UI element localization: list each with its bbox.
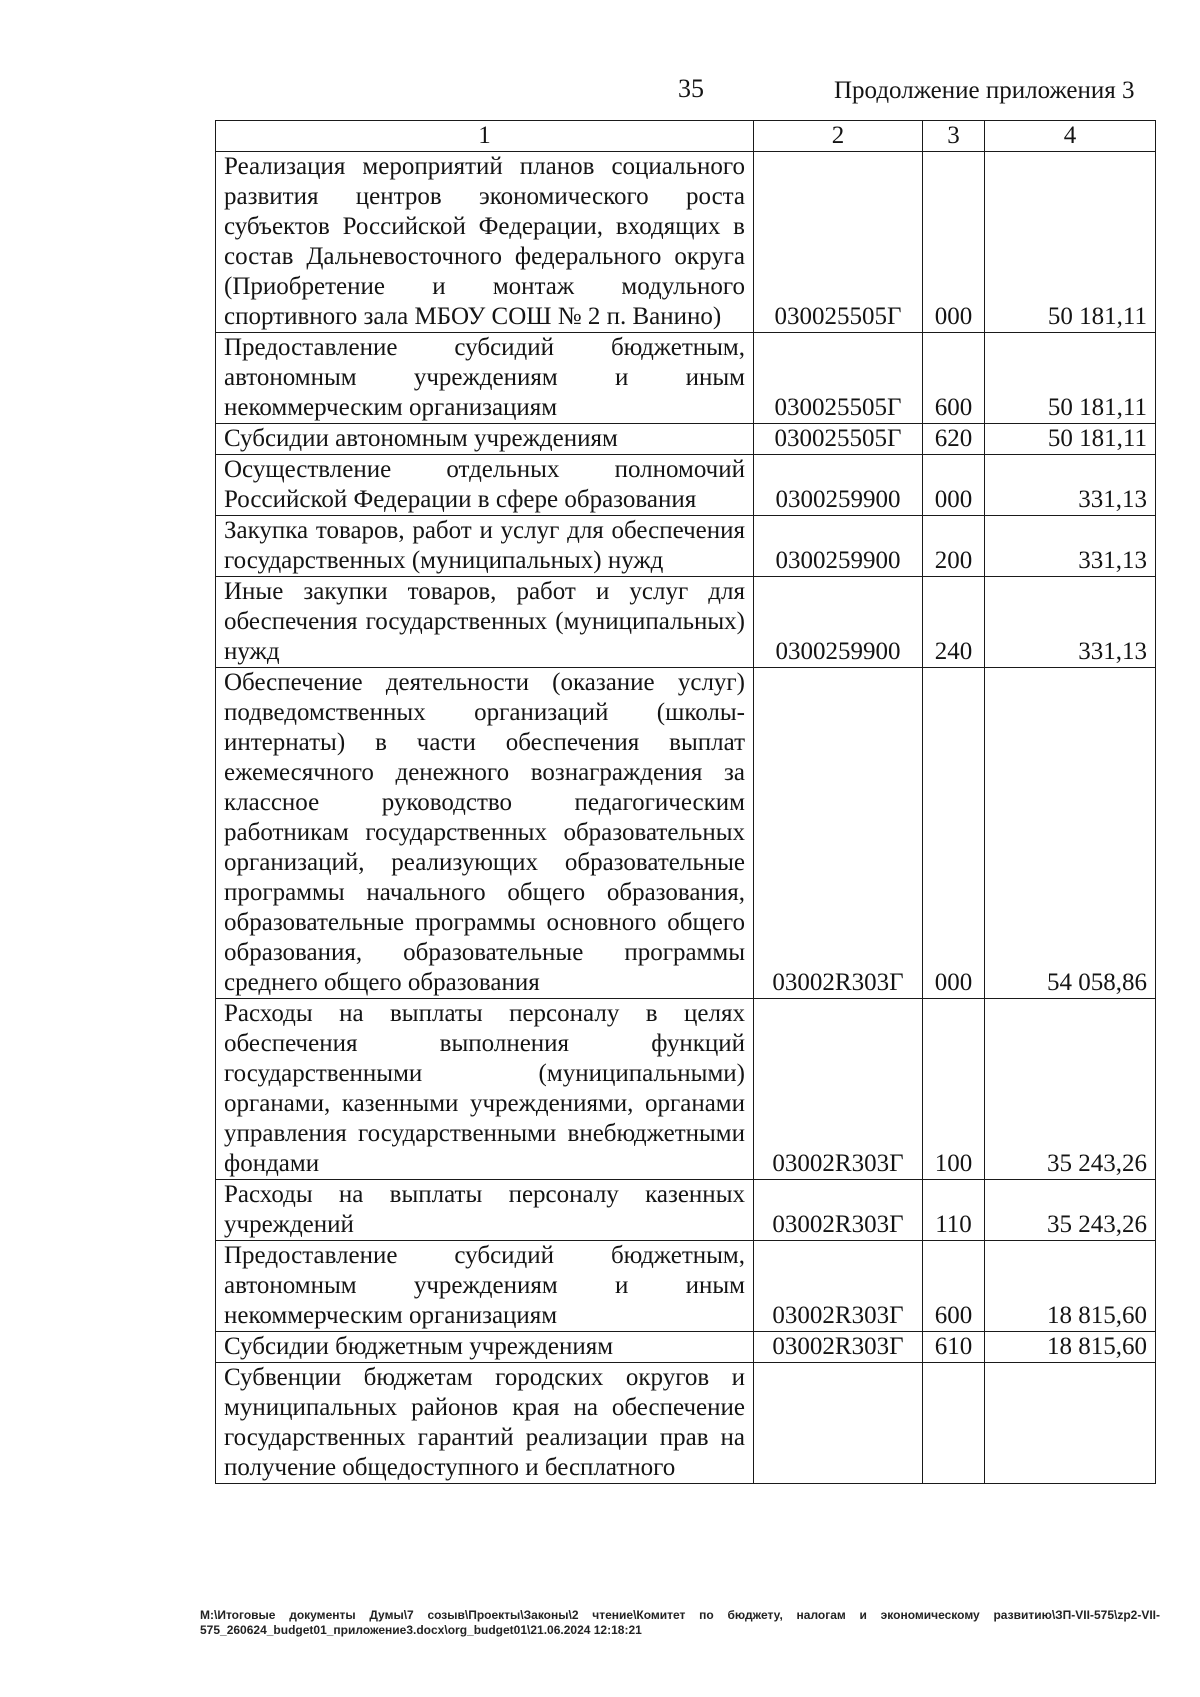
header-row — [216, 121, 1156, 152]
table-row — [216, 1180, 1156, 1241]
row-expense-type: 000 — [923, 455, 985, 516]
budget-table — [215, 120, 1156, 1484]
row-description: Расходы на выплаты персоналу в целях обеспечения выполнения функций государственными (муниципальными) органами, казенными учреждениями, органами управления государственными внебюджетными фондами — [216, 999, 754, 1180]
column-header-3: 3 — [923, 121, 985, 152]
continuation-label: Продолжение приложения 3 — [834, 77, 1135, 104]
row-amount: 18 815,60 — [985, 1332, 1156, 1363]
table-row — [216, 999, 1156, 1180]
table-row — [216, 333, 1156, 424]
row-code — [754, 1363, 923, 1484]
row-expense-type: 240 — [923, 577, 985, 668]
document-file-path: М:\Итоговые документы Думы\7 созыв\Проекты\Законы\2 чтение\Комитет по бюджету, налогам и экономическому развитию\ЗП-VII-575\zp2-VII-575_260624_budget01_приложение3.docx\org_budget01\21.06.2024 12:18:21 — [200, 1608, 1160, 1637]
row-amount: 35 243,26 — [985, 1180, 1156, 1241]
row-amount: 18 815,60 — [985, 1241, 1156, 1332]
row-amount — [985, 1363, 1156, 1484]
row-amount: 50 181,11 — [985, 152, 1156, 333]
row-description: Предоставление субсидий бюджетным, автономным учреждениям и иным некоммерческим организациям — [216, 1241, 754, 1332]
row-description: Расходы на выплаты персоналу казенных учреждений — [216, 1180, 754, 1241]
row-expense-type — [923, 1363, 985, 1484]
row-code: 03002R303Г — [754, 999, 923, 1180]
table-row — [216, 516, 1156, 577]
row-amount: 331,13 — [985, 455, 1156, 516]
row-description: Субсидии автономным учреждениям — [216, 424, 754, 455]
row-description: Реализация мероприятий планов социального развития центров экономического роста субъектов Российской Федерации, входящих в состав Дальневосточного федерального округа (Приобретение и монтаж модульного спортивного зала МБОУ СОШ № 2 п. Ванино) — [216, 152, 754, 333]
row-code: 0300259900 — [754, 516, 923, 577]
row-code: 0300259900 — [754, 455, 923, 516]
row-expense-type: 200 — [923, 516, 985, 577]
row-amount: 331,13 — [985, 516, 1156, 577]
row-expense-type: 600 — [923, 333, 985, 424]
row-description: Предоставление субсидий бюджетным, автономным учреждениям и иным некоммерческим организациям — [216, 333, 754, 424]
row-code: 03002R303Г — [754, 1332, 923, 1363]
row-amount: 50 181,11 — [985, 424, 1156, 455]
page-number: 35 — [678, 74, 704, 103]
table-row — [216, 424, 1156, 455]
row-code: 03002R303Г — [754, 668, 923, 999]
row-description: Субвенции бюджетам городских округов и муниципальных районов края на обеспечение государственных гарантий реализации прав на получение общедоступного и бесплатного — [216, 1363, 754, 1484]
row-amount: 54 058,86 — [985, 668, 1156, 999]
table-row — [216, 668, 1156, 999]
row-description: Закупка товаров, работ и услуг для обеспечения государственных (муниципальных) нужд — [216, 516, 754, 577]
row-expense-type: 620 — [923, 424, 985, 455]
row-expense-type: 000 — [923, 152, 985, 333]
row-code: 03002R303Г — [754, 1241, 923, 1332]
row-description: Субсидии бюджетным учреждениям — [216, 1332, 754, 1363]
row-description: Осуществление отдельных полномочий Российской Федерации в сфере образования — [216, 455, 754, 516]
table-row — [216, 1363, 1156, 1484]
row-expense-type: 000 — [923, 668, 985, 999]
row-expense-type: 610 — [923, 1332, 985, 1363]
table-row — [216, 1332, 1156, 1363]
row-code: 030025505Г — [754, 333, 923, 424]
row-code: 030025505Г — [754, 152, 923, 333]
column-header-1: 1 — [216, 121, 754, 152]
row-code: 030025505Г — [754, 424, 923, 455]
row-description: Иные закупки товаров, работ и услуг для обеспечения государственных (муниципальных) нужд — [216, 577, 754, 668]
row-expense-type: 100 — [923, 999, 985, 1180]
row-expense-type: 110 — [923, 1180, 985, 1241]
column-header-2: 2 — [754, 121, 923, 152]
row-code: 0300259900 — [754, 577, 923, 668]
row-code: 03002R303Г — [754, 1180, 923, 1241]
row-description: Обеспечение деятельности (оказание услуг) подведомственных организаций (школы-интернаты) в части обеспечения выплат ежемесячного денежного вознаграждения за классное руководство педагогическим работникам государственных образовательных организаций, реализующих образовательные программы начального общего образования, образовательные программы основного общего образования, образовательные программы среднего общего образования — [216, 668, 754, 999]
column-header-4: 4 — [985, 121, 1156, 152]
table-row — [216, 577, 1156, 668]
row-amount: 331,13 — [985, 577, 1156, 668]
table-row — [216, 1241, 1156, 1332]
table-row — [216, 152, 1156, 333]
row-expense-type: 600 — [923, 1241, 985, 1332]
row-amount: 50 181,11 — [985, 333, 1156, 424]
row-amount: 35 243,26 — [985, 999, 1156, 1180]
table-row — [216, 455, 1156, 516]
